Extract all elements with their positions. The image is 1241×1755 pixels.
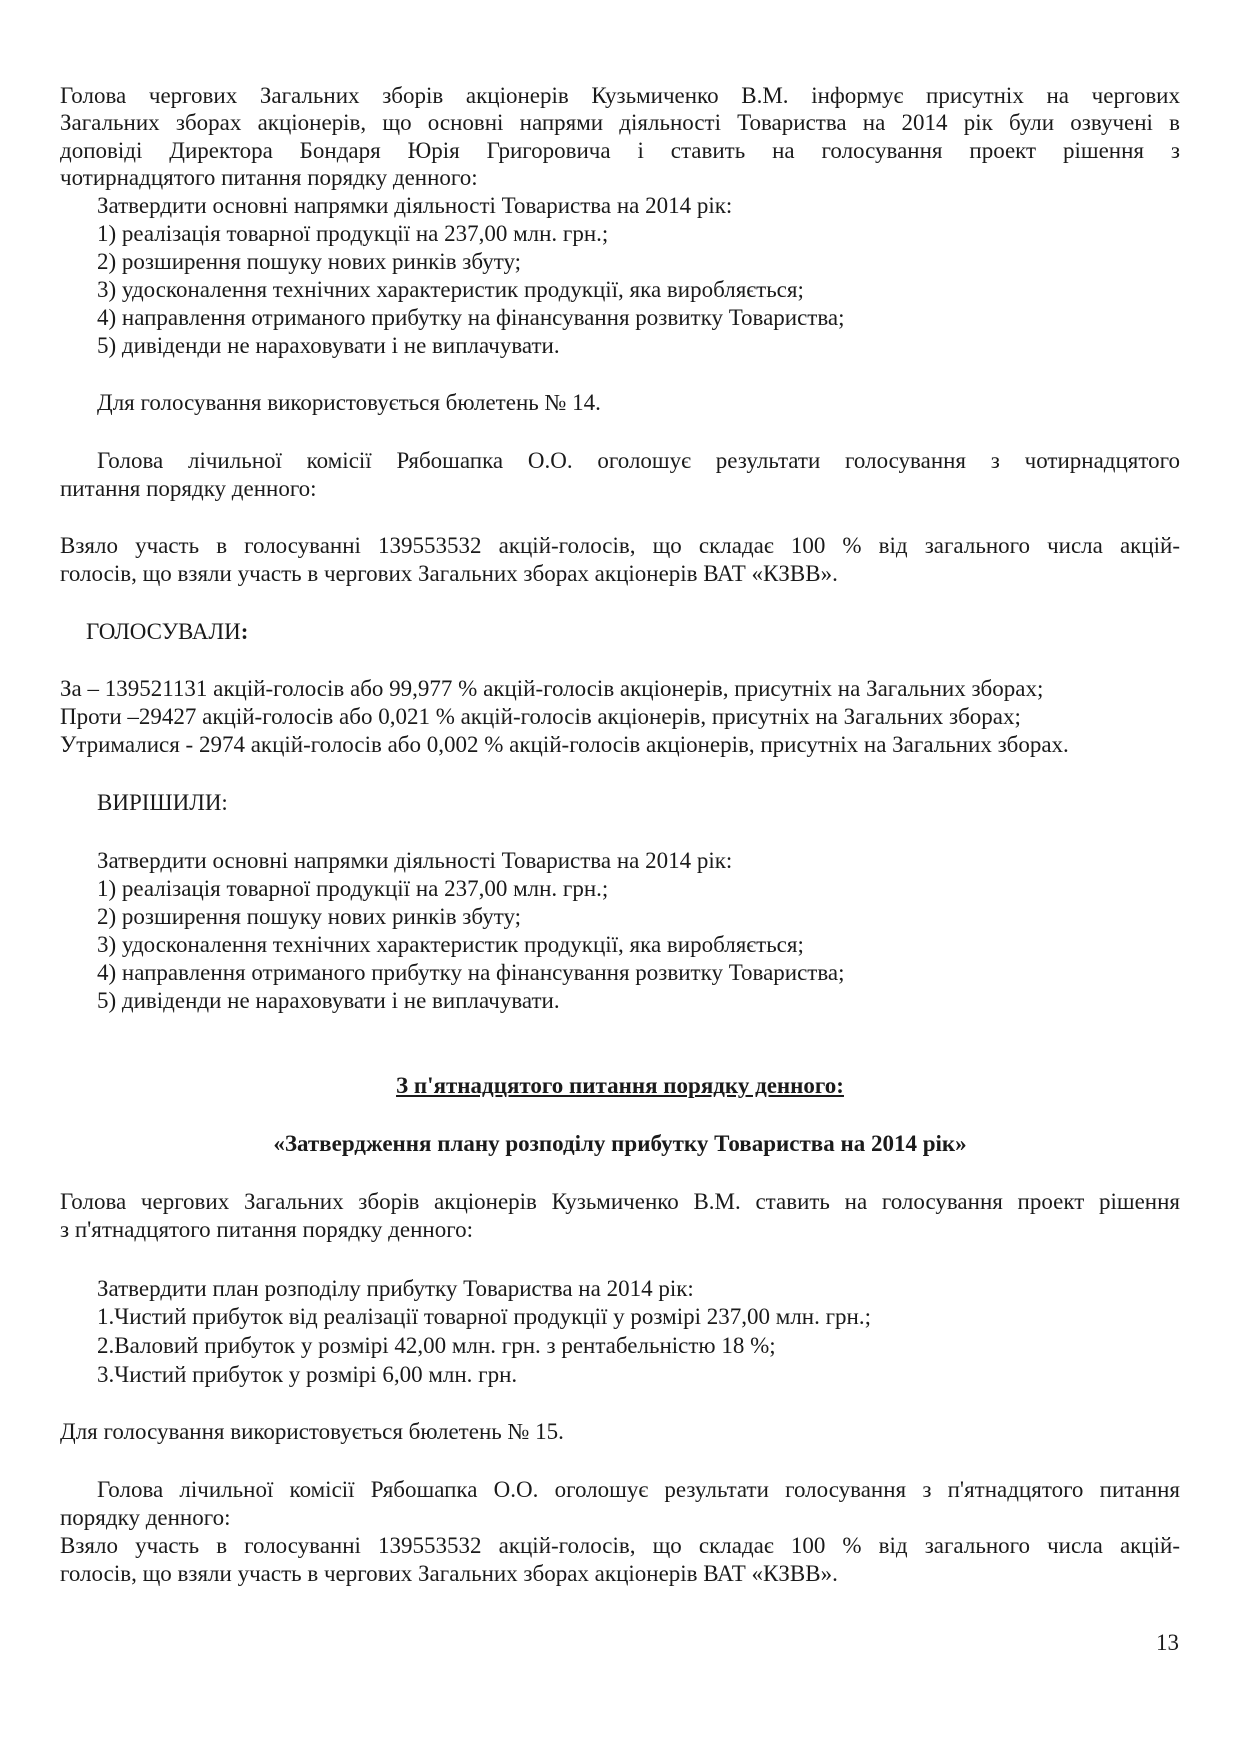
section-heading: З п'ятнадцятого питання порядку денного: xyxy=(396,1073,844,1098)
list-heading: Затвердити основні напрямки діяльності Товариства на 2014 рік: xyxy=(97,193,733,218)
paragraph-line: Голова лічильної комісії Рябошапка О.О. оголошує результати голосування з чотирнадцятого xyxy=(97,448,1180,473)
vote-for-line: За – 139521131 акцій-голосів або 99,977 % акцій-голосів акціонерів, присутніх на Загальних зборах; xyxy=(60,676,1044,701)
paragraph-line: Загальних зборах акціонерів, що основні напрями діяльності Товариства на 2014 рік були озвучені в xyxy=(60,110,1180,135)
paragraph-line: з п'ятнадцятого питання порядку денного: xyxy=(60,1217,473,1242)
list-item: 5) дивіденди не нараховувати і не виплачувати. xyxy=(97,988,560,1013)
paragraph-line: Голова чергових Загальних зборів акціонерів Кузьмиченко В.М. ставить на голосування проект рішення xyxy=(60,1189,1180,1214)
list-item: 1) реалізація товарної продукції на 237,00 млн. грн.; xyxy=(97,876,609,901)
paragraph-line: чотирнадцятого питання порядку денного: xyxy=(60,165,478,190)
list-item: 2) розширення пошуку нових ринків збуту; xyxy=(97,904,522,929)
voted-heading xyxy=(86,617,1206,647)
paragraph-line: Взяло участь в голосуванні 139553532 акцій-голосів, що складає 100 % від загального числа акцій- xyxy=(60,1533,1180,1558)
voted-label: ГОЛОСУВАЛИ xyxy=(86,619,241,644)
paragraph-line: голосів, що взяли участь в чергових Загальних зборах акціонерів ВАТ «КЗВВ». xyxy=(60,561,838,586)
ballot-line: Для голосування використовується бюлетень № 14. xyxy=(97,390,601,415)
paragraph-line: Голова лічильної комісії Рябошапка О.О. оголошує результати голосування з п'ятнадцятого питання xyxy=(97,1477,1180,1502)
paragraph-line: доповіді Директора Бондаря Юрія Григоровича і ставить на голосування проект рішення з xyxy=(60,138,1180,163)
list-item: 3) удосконалення технічних характеристик продукції, яка виробляється; xyxy=(97,932,804,957)
list-item: 2) розширення пошуку нових ринків збуту; xyxy=(97,249,522,274)
list-item: 4) направлення отриманого прибутку на фінансування розвитку Товариства; xyxy=(97,305,845,330)
list-item: 5) дивіденди не нараховувати і не виплачувати. xyxy=(97,333,560,358)
paragraph-line: Взяло участь в голосуванні 139553532 акцій-голосів, що складає 100 % від загального числа акцій- xyxy=(60,533,1180,558)
ballot-line: Для голосування використовується бюлетень № 15. xyxy=(60,1419,564,1444)
vote-abstain-line: Утрималися - 2974 акцій-голосів або 0,002 % акцій-голосів акціонерів, присутніх на Загальних зборах. xyxy=(60,732,1069,757)
list-item: 3.Чистий прибуток у розмірі 6,00 млн. грн. xyxy=(97,1362,518,1387)
section-subtitle: «Затвердження плану розподілу прибутку Товариства на 2014 рік» xyxy=(273,1131,967,1156)
list-item: 1) реалізація товарної продукції на 237,00 млн. грн.; xyxy=(97,221,609,246)
list-item: 3) удосконалення технічних характеристик продукції, яка виробляється; xyxy=(97,277,804,302)
paragraph-line: Голова чергових Загальних зборів акціонерів Кузьмиченко В.М. інформує присутніх на чергових xyxy=(60,83,1180,108)
paragraph-line: голосів, що взяли участь в чергових Загальних зборах акціонерів ВАТ «КЗВВ». xyxy=(60,1561,838,1586)
list-item: 2.Валовий прибуток у розмірі 42,00 млн. грн. з рентабельністю 18 %; xyxy=(97,1333,776,1358)
paragraph-line: питання порядку денного: xyxy=(60,476,317,501)
decided-heading: ВИРІШИЛИ: xyxy=(97,790,228,815)
list-heading: Затвердити основні напрямки діяльності Товариства на 2014 рік: xyxy=(97,848,733,873)
list-item: 1.Чистий прибуток від реалізації товарної продукції у розмірі 237,00 млн. грн.; xyxy=(97,1304,871,1329)
list-item: 4) направлення отриманого прибутку на фінансування розвитку Товариства; xyxy=(97,960,845,985)
paragraph-line: порядку денного: xyxy=(60,1505,231,1530)
page-number: 13 xyxy=(1156,1630,1179,1655)
vote-against-line: Проти –29427 акцій-голосів або 0,021 % акцій-голосів акціонерів, присутніх на Загальних зборах; xyxy=(60,704,1021,729)
voted-colon: : xyxy=(240,619,249,644)
list-heading: Затвердити план розподілу прибутку Товариства на 2014 рік: xyxy=(97,1276,694,1301)
